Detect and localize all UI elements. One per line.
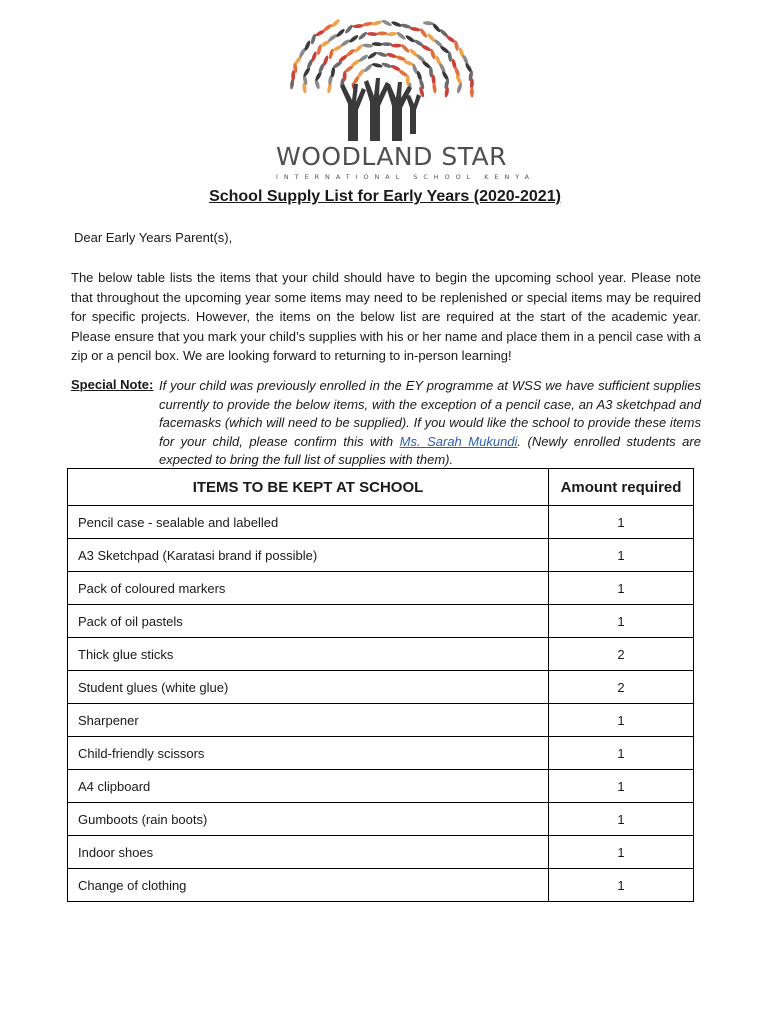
logo-leaf bbox=[432, 82, 437, 93]
logo-leaf bbox=[367, 32, 378, 36]
logo-leaf bbox=[371, 20, 383, 27]
item-cell: Pack of oil pastels bbox=[68, 605, 549, 638]
items-column-header: ITEMS TO BE KEPT AT SCHOOL bbox=[68, 469, 549, 506]
logo-leaf bbox=[420, 44, 432, 52]
logo-leaf bbox=[314, 70, 323, 81]
item-cell: Change of clothing bbox=[68, 869, 549, 902]
logo-leaf bbox=[386, 32, 397, 37]
greeting: Dear Early Years Parent(s), bbox=[74, 230, 233, 245]
amount-cell: 1 bbox=[549, 836, 694, 869]
logo-leaf bbox=[357, 31, 368, 41]
logo-leaf bbox=[304, 40, 312, 52]
table-row bbox=[68, 869, 694, 902]
table-row bbox=[68, 539, 694, 572]
logo-leaf bbox=[405, 34, 416, 44]
logo-leaf bbox=[330, 18, 341, 28]
logo-subtitle: INTERNATIONAL SCHOOL KENYA bbox=[276, 173, 536, 181]
logo-leaf bbox=[372, 42, 383, 47]
item-cell: Pack of coloured markers bbox=[68, 572, 549, 605]
table-header-row bbox=[68, 469, 694, 506]
amount-cell: 1 bbox=[549, 737, 694, 770]
table-row bbox=[68, 572, 694, 605]
logo-leaf bbox=[322, 23, 333, 33]
item-cell: Pencil case - sealable and labelled bbox=[68, 506, 549, 539]
logo-leaf bbox=[376, 31, 387, 35]
logo-leaf bbox=[362, 43, 373, 48]
table-row bbox=[68, 737, 694, 770]
logo-leaf bbox=[362, 21, 374, 27]
logo-leaf bbox=[391, 20, 403, 28]
document-title: School Supply List for Early Years (2020-2021) bbox=[209, 188, 561, 205]
intro-paragraph: The below table lists the items that your child should have to begin the upcoming school year. Please note that throughout the upcoming year some items may need to be replenished or special items may be required for specific projects. However, the items on the below list are required at the start of the academic year. Please ensure that you mark your child’s supplies with his or her name and place them in a pencil case with a zip or a pencil box. We are looking forward to returning to in-person learning! bbox=[71, 270, 701, 363]
special-note-body: If your child was previously enrolled in the EY programme at WSS we have sufficient supplies currently to provide the below items, with the exception of a pencil case, an A3 sketchpad and facemasks (which will need to be supplied). If you would like the school to provide these items for your child, please confirm this with bbox=[159, 378, 701, 449]
amount-cell: 1 bbox=[549, 704, 694, 737]
logo-leaf bbox=[400, 43, 410, 54]
school-logo bbox=[270, 16, 536, 182]
logo-leaf bbox=[327, 33, 338, 43]
logo-leaf bbox=[348, 34, 359, 44]
logo-leaf bbox=[367, 51, 378, 60]
amount-cell: 1 bbox=[549, 770, 694, 803]
logo-leaf bbox=[335, 28, 346, 38]
amount-cell: 2 bbox=[549, 671, 694, 704]
logo-leaf bbox=[423, 21, 434, 26]
special-note-tail: . (Newly enrolled students are expected to bring the full list of supplies with them). bbox=[159, 433, 701, 467]
supply-table bbox=[67, 468, 694, 902]
logo-wordmark: WOODLAND STAR bbox=[276, 142, 507, 171]
table-row bbox=[68, 638, 694, 671]
logo-leaf bbox=[419, 27, 428, 38]
amount-cell: 2 bbox=[549, 638, 694, 671]
amount-cell: 1 bbox=[549, 572, 694, 605]
item-cell: A3 Sketchpad (Karatasi brand if possible) bbox=[68, 539, 549, 572]
logo-leaf bbox=[356, 68, 366, 79]
logo-leaf bbox=[381, 62, 393, 69]
logo-leaf bbox=[386, 52, 398, 59]
table-row bbox=[68, 836, 694, 869]
tree-of-hands-logo-icon bbox=[270, 16, 500, 141]
special-note-label: Special Note: bbox=[71, 377, 154, 392]
logo-leaf bbox=[358, 54, 369, 63]
logo-leaf bbox=[371, 62, 383, 68]
contact-link[interactable]: Ms. Sarah Mukundi bbox=[399, 433, 518, 449]
amount-cell: 1 bbox=[549, 539, 694, 572]
logo-leaf bbox=[391, 44, 402, 48]
table-row bbox=[68, 704, 694, 737]
logo-leaf bbox=[381, 19, 393, 27]
amount-cell: 1 bbox=[549, 803, 694, 836]
logo-leaf bbox=[396, 31, 407, 41]
special-note-text bbox=[159, 377, 701, 470]
item-cell: Child-friendly scissors bbox=[68, 737, 549, 770]
table-row bbox=[68, 770, 694, 803]
table-row bbox=[68, 671, 694, 704]
table-row bbox=[68, 506, 694, 539]
logo-leaf bbox=[431, 22, 441, 33]
item-cell: Thick glue sticks bbox=[68, 638, 549, 671]
logo-leaf bbox=[302, 66, 311, 77]
amount-cell: 1 bbox=[549, 506, 694, 539]
logo-leaf bbox=[345, 48, 356, 58]
amount-cell: 1 bbox=[549, 869, 694, 902]
logo-leaf bbox=[352, 24, 363, 29]
amount-cell: 1 bbox=[549, 605, 694, 638]
table-row bbox=[68, 605, 694, 638]
logo-leaf bbox=[456, 82, 463, 94]
logo-leaf bbox=[344, 24, 354, 35]
logo-leaf bbox=[376, 51, 388, 58]
item-cell: Student glues (white glue) bbox=[68, 671, 549, 704]
item-cell: A4 clipboard bbox=[68, 770, 549, 803]
table-row bbox=[68, 803, 694, 836]
logo-leaf bbox=[340, 38, 351, 47]
amount-column-header: Amount required bbox=[549, 469, 694, 506]
item-cell: Sharpener bbox=[68, 704, 549, 737]
item-cell: Indoor shoes bbox=[68, 836, 549, 869]
logo-leaf bbox=[381, 42, 392, 46]
item-cell: Gumboots (rain boots) bbox=[68, 803, 549, 836]
